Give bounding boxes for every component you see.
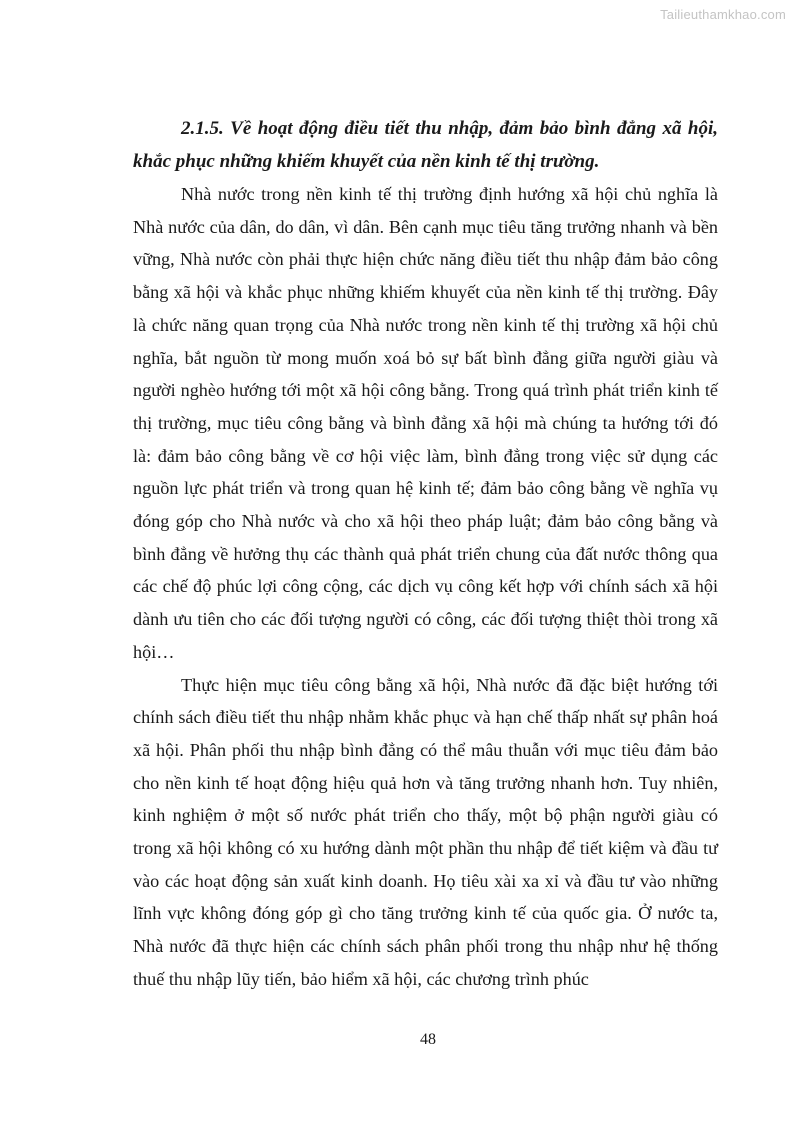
page-number: 48 [420, 1031, 436, 1048]
watermark: Tailieuthamkhao.com [660, 7, 786, 22]
paragraph-2: Thực hiện mục tiêu công bằng xã hội, Nhà nước đã đặc biệt hướng tới chính sách điều tiết thu nhập nhằm khắc phục và hạn chế thấp nhất sự phân hoá xã hội. Phân phối thu nhập bình đẳng có thể mâu thuẫn với mục tiêu đảm bảo cho nền kinh tế hoạt động hiệu quả hơn và tăng trưởng nhanh hơn. Tuy nhiên, kinh nghiệm ở một số nước phát triển cho thấy, một bộ phận người giàu có trong xã hội không có xu hướng dành một phần thu nhập để tiết kiệm và đầu tư vào các hoạt động sản xuất kinh doanh. Họ tiêu xài xa xỉ và đầu tư vào những lĩnh vực không đóng góp gì cho tăng trưởng kinh tế của quốc gia. Ở nước ta, Nhà nước đã thực hiện các chính sách phân phối trong thu nhập như hệ thống thuế thu nhập lũy tiến, bảo hiểm xã hội, các chương trình phúc [133, 674, 718, 989]
section-heading: 2.1.5. Về hoạt động điều tiết thu nhập, đảm bảo bình đẳng xã hội, khắc phục những khiếm khuyết của nền kinh tế thị trường. [133, 118, 718, 172]
document-body [133, 112, 718, 996]
paragraph-1: Nhà nước trong nền kinh tế thị trường định hướng xã hội chủ nghĩa là Nhà nước của dân, do dân, vì dân. Bên cạnh mục tiêu tăng trưởng nhanh và bền vững, Nhà nước còn phải thực hiện chức năng điều tiết thu nhập đảm bảo công bằng xã hội và khắc phục những khiếm khuyết của nền kinh tế thị trường. Đây là chức năng quan trọng của Nhà nước trong nền kinh tế thị trường xã hội chủ nghĩa, bắt nguồn từ mong muốn xoá bỏ sự bất bình đẳng giữa người giàu và người nghèo hướng tới một xã hội công bằng. Trong quá trình phát triển kinh tế thị trường, mục tiêu công bằng và bình đẳng xã hội mà chúng ta hướng tới đó là: đảm bảo công bằng về cơ hội việc làm, bình đẳng trong việc sử dụng các nguồn lực phát triển và trong quan hệ kinh tế; đảm bảo công bằng về nghĩa vụ đóng góp cho Nhà nước và cho xã hội theo pháp luật; đảm bảo công bằng và bình đẳng về hưởng thụ các thành quả phát triển chung của đất nước thông qua các chế độ phúc lợi công cộng, các dịch vụ công kết hợp với chính sách xã hội dành ưu tiên cho các đối tượng người có công, các đối tượng thiệt thòi trong xã hội… [133, 184, 718, 662]
